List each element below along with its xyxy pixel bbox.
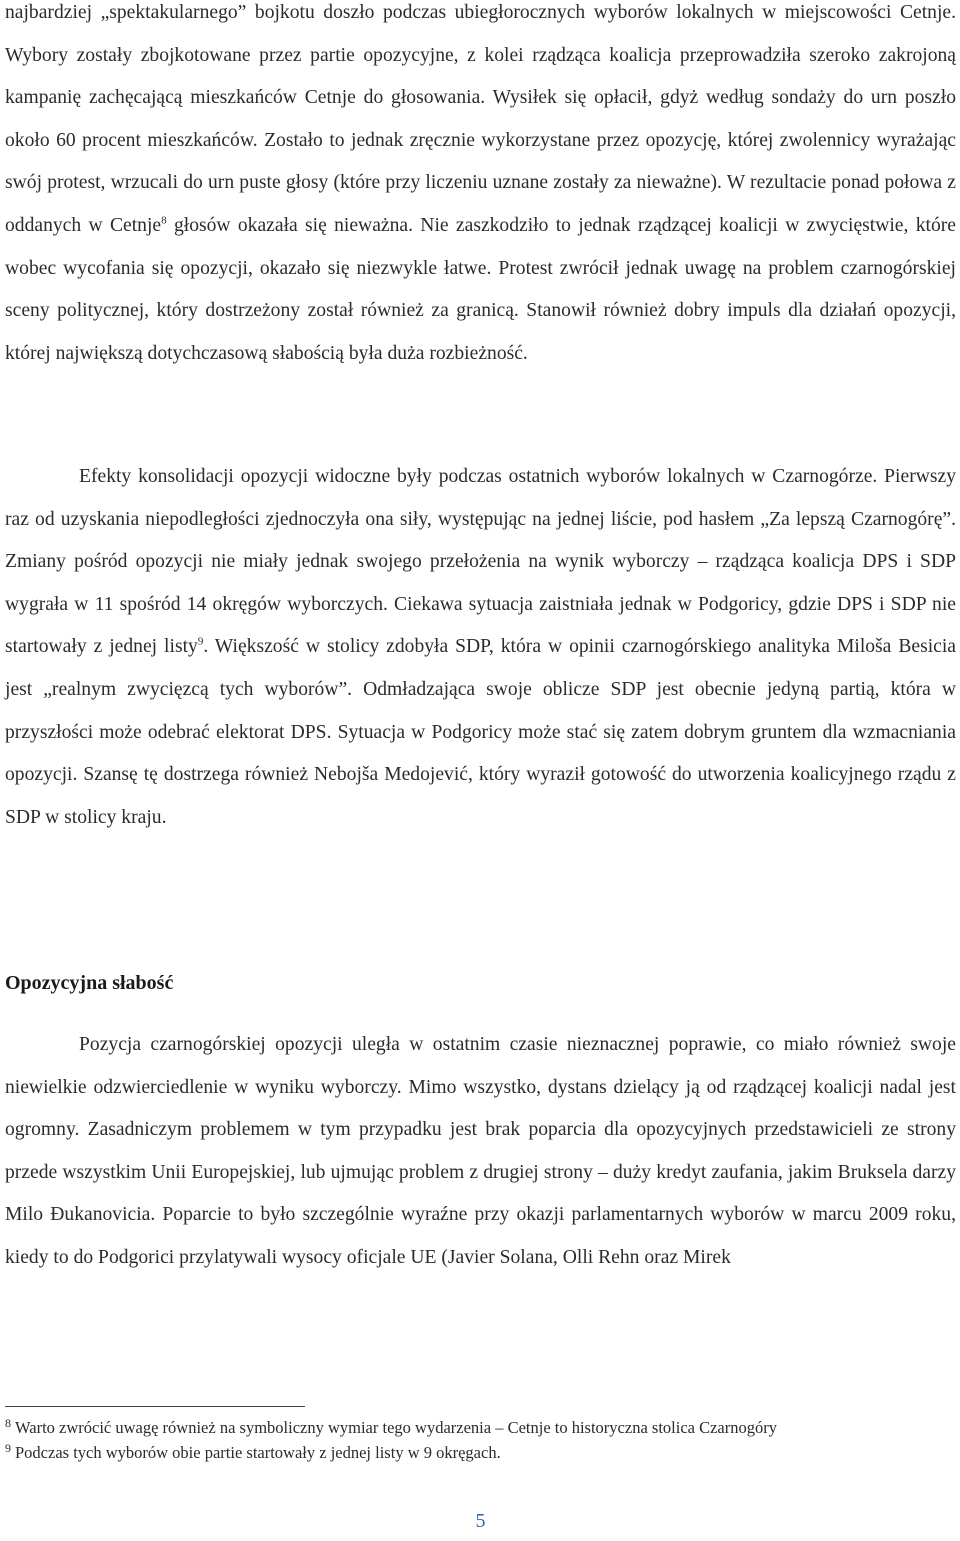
footnote-ref-8[interactable]: 8 (161, 214, 167, 227)
paragraph-2-text-b: . Większość w stolicy zdobyła SDP, która w opinii czarnogórskiego analityka Miloša Besicia jest „realnym zwycięzcą tych wyborów”. Odmładzająca swoje oblicze SDP jest obecnie jedyną partią, która w przyszłości może odebrać elektorat DPS. Sytuacja w Podgoricy może stać się zatem dobrym gruntem dla wzmacniania opozycji. Szansę tę dostrzega również Nebojša Medojević, który wyraził gotowość do utworzenia koalicyjnego rządu z SDP w stolicy kraju. (5, 636, 957, 828)
footnote-8 (5, 1415, 956, 1440)
paragraph-1-text-b: głosów okazała się nieważna. Nie zaszkodziło to jednak rządzącej koalicji w zwycięstwie, które wobec wycofania się opozycji, okazało się niezwykle łatwe. Protest zwrócił jednak uwagę na problem czarnogórskiej sceny politycznej, który dostrzeżony został również za granicą. Stanowił również dobry impuls dla działań opozycji, której największą dotychczasową słabością była duża rozbieżność. (5, 214, 956, 364)
page-number: 5 (475, 1510, 486, 1532)
footnote-ref-9[interactable]: 9 (197, 635, 204, 648)
footnote-text: Podczas tych wyborów obie partie startowały z jednej listy w 9 okręgach. (15, 1443, 501, 1462)
body-paragraph-3: Pozycja czarnogórskiej opozycji uległa w ostatnim czasie nieznacznej poprawie, co miało również swoje niewielkie odzwierciedlenie w wyniku wyborczy. Mimo wszystko, dystans dzielący ją od rządzącej koalicji nadal jest ogromny. Zasadniczym problemem w tym przypadku jest brak poparcia dla opozycyjnych przedstawicieli ze strony przede wszystkim Unii Europejskiej, lub ujmując problem z drugiej strony – duży kredyt zaufania, jakim Bruksela darzy Milo Đukanovicia. Poparcie to było szczególnie wyraźne przy okazji parlamentarnych wyborów w marcu 2009 roku, kiedy to do Podgorici przylatywali wysocy oficjale UE (Javier Solana, Olli Rehn oraz Mirek (5, 1034, 956, 1268)
body-paragraph-2 (5, 456, 956, 839)
footnote-text: Warto zwrócić uwagę również na symboliczny wymiar tego wydarzenia – Cetnje to historyczna stolica Czarnogóry (15, 1418, 777, 1437)
footnote-9 (5, 1440, 956, 1465)
paragraph-1-text-a: najbardziej „spektakularnego” bojkotu doszło podczas ubiegłorocznych wyborów lokalnych w miejscowości Cetnje. Wybory zostały zbojkotowane przez partie opozycyjne, z kolei rządząca koalicja przeprowadziła szeroko zakrojoną kampanię zachęcającą mieszkańców Cetnje do głosowania. Wysiłek się opłacił, gdyż według sondaży do urn poszło około 60 procent mieszkańców. Zostało to jednak zręcznie wykorzystane przez opozycję, której zwolennicy wyrażając swój protest, wrzucali do urn puste głosy (które przy liczeniu uznane zostały za nieważne). W rezultacie ponad połowa z oddanych w Cetnje (5, 2, 956, 236)
section-heading: Opozycyjna słabość (5, 972, 174, 994)
footnote-separator (5, 1406, 305, 1407)
footnotes (5, 1415, 956, 1465)
paragraph-2-text-a: Efekty konsolidacji opozycji widoczne były podczas ostatnich wyborów lokalnych w Czarnogórze. Pierwszy raz od uzyskania niepodległości zjednoczyła ona siły, występując na jednej liście, pod hasłem „Za lepszą Czarnogórę”. Zmiany pośród opozycji nie miały jednak swojego przełożenia na wynik wyborczy – rządząca koalicja DPS i SDP wygrała w 11 spośród 14 okręgów wyborczych. Ciekawa sytuacja zaistniała jednak w Podgoricy, gdzie DPS i SDP nie startowały z jednej listy (5, 466, 956, 658)
body-paragraph-1 (5, 0, 956, 375)
footnote-number: 9 (5, 1440, 11, 1455)
footnote-number: 8 (5, 1415, 11, 1430)
